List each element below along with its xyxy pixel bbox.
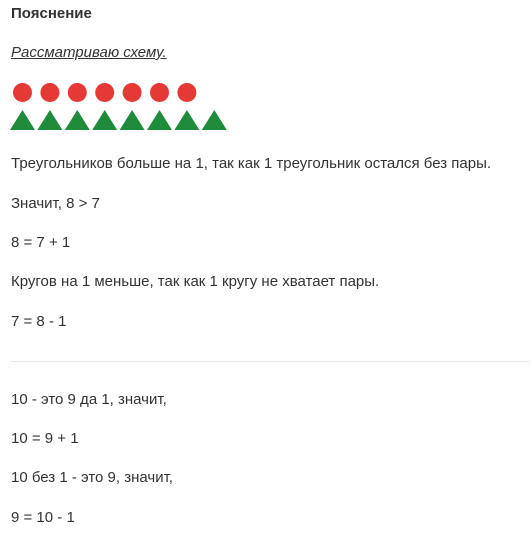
explanation-line-7: 10 = 9 + 1 — [11, 430, 79, 447]
explanation-line-6: 10 - это 9 да 1, значит, — [11, 391, 167, 408]
explanation-line-9: 9 = 10 - 1 — [11, 509, 75, 526]
triangles-row — [10, 110, 227, 130]
circle-shape — [177, 83, 196, 102]
triangle-shape — [202, 110, 227, 130]
circle-shape — [68, 83, 87, 102]
triangle-shape — [147, 110, 172, 130]
triangle-shape — [174, 110, 199, 130]
circle-shape — [95, 83, 114, 102]
circle-shape — [40, 83, 59, 102]
scheme-figure — [10, 81, 232, 133]
explanation-line-1: Треугольников больше на 1, так как 1 треугольник остался без пары. — [11, 155, 492, 172]
explanation-line-4: Кругов на 1 меньше, так как 1 кругу не хватает пары. — [11, 273, 380, 290]
explanation-line-2: Значит, 8 > 7 — [11, 195, 100, 212]
explanation-heading: Пояснение — [11, 5, 92, 22]
circles-row — [13, 83, 196, 102]
circle-shape — [123, 83, 142, 102]
triangle-shape — [10, 110, 35, 130]
explanation-line-3: 8 = 7 + 1 — [11, 234, 71, 251]
scheme-intro: Рассматриваю схему. — [11, 44, 167, 61]
explanation-line-5: 7 = 8 - 1 — [11, 313, 67, 330]
triangle-shape — [65, 110, 90, 130]
circle-shape — [13, 83, 32, 102]
triangle-shape — [37, 110, 62, 130]
circle-shape — [150, 83, 169, 102]
triangle-shape — [92, 110, 117, 130]
triangle-shape — [120, 110, 145, 130]
section-divider — [11, 361, 530, 362]
explanation-line-8: 10 без 1 - это 9, значит, — [11, 469, 173, 486]
